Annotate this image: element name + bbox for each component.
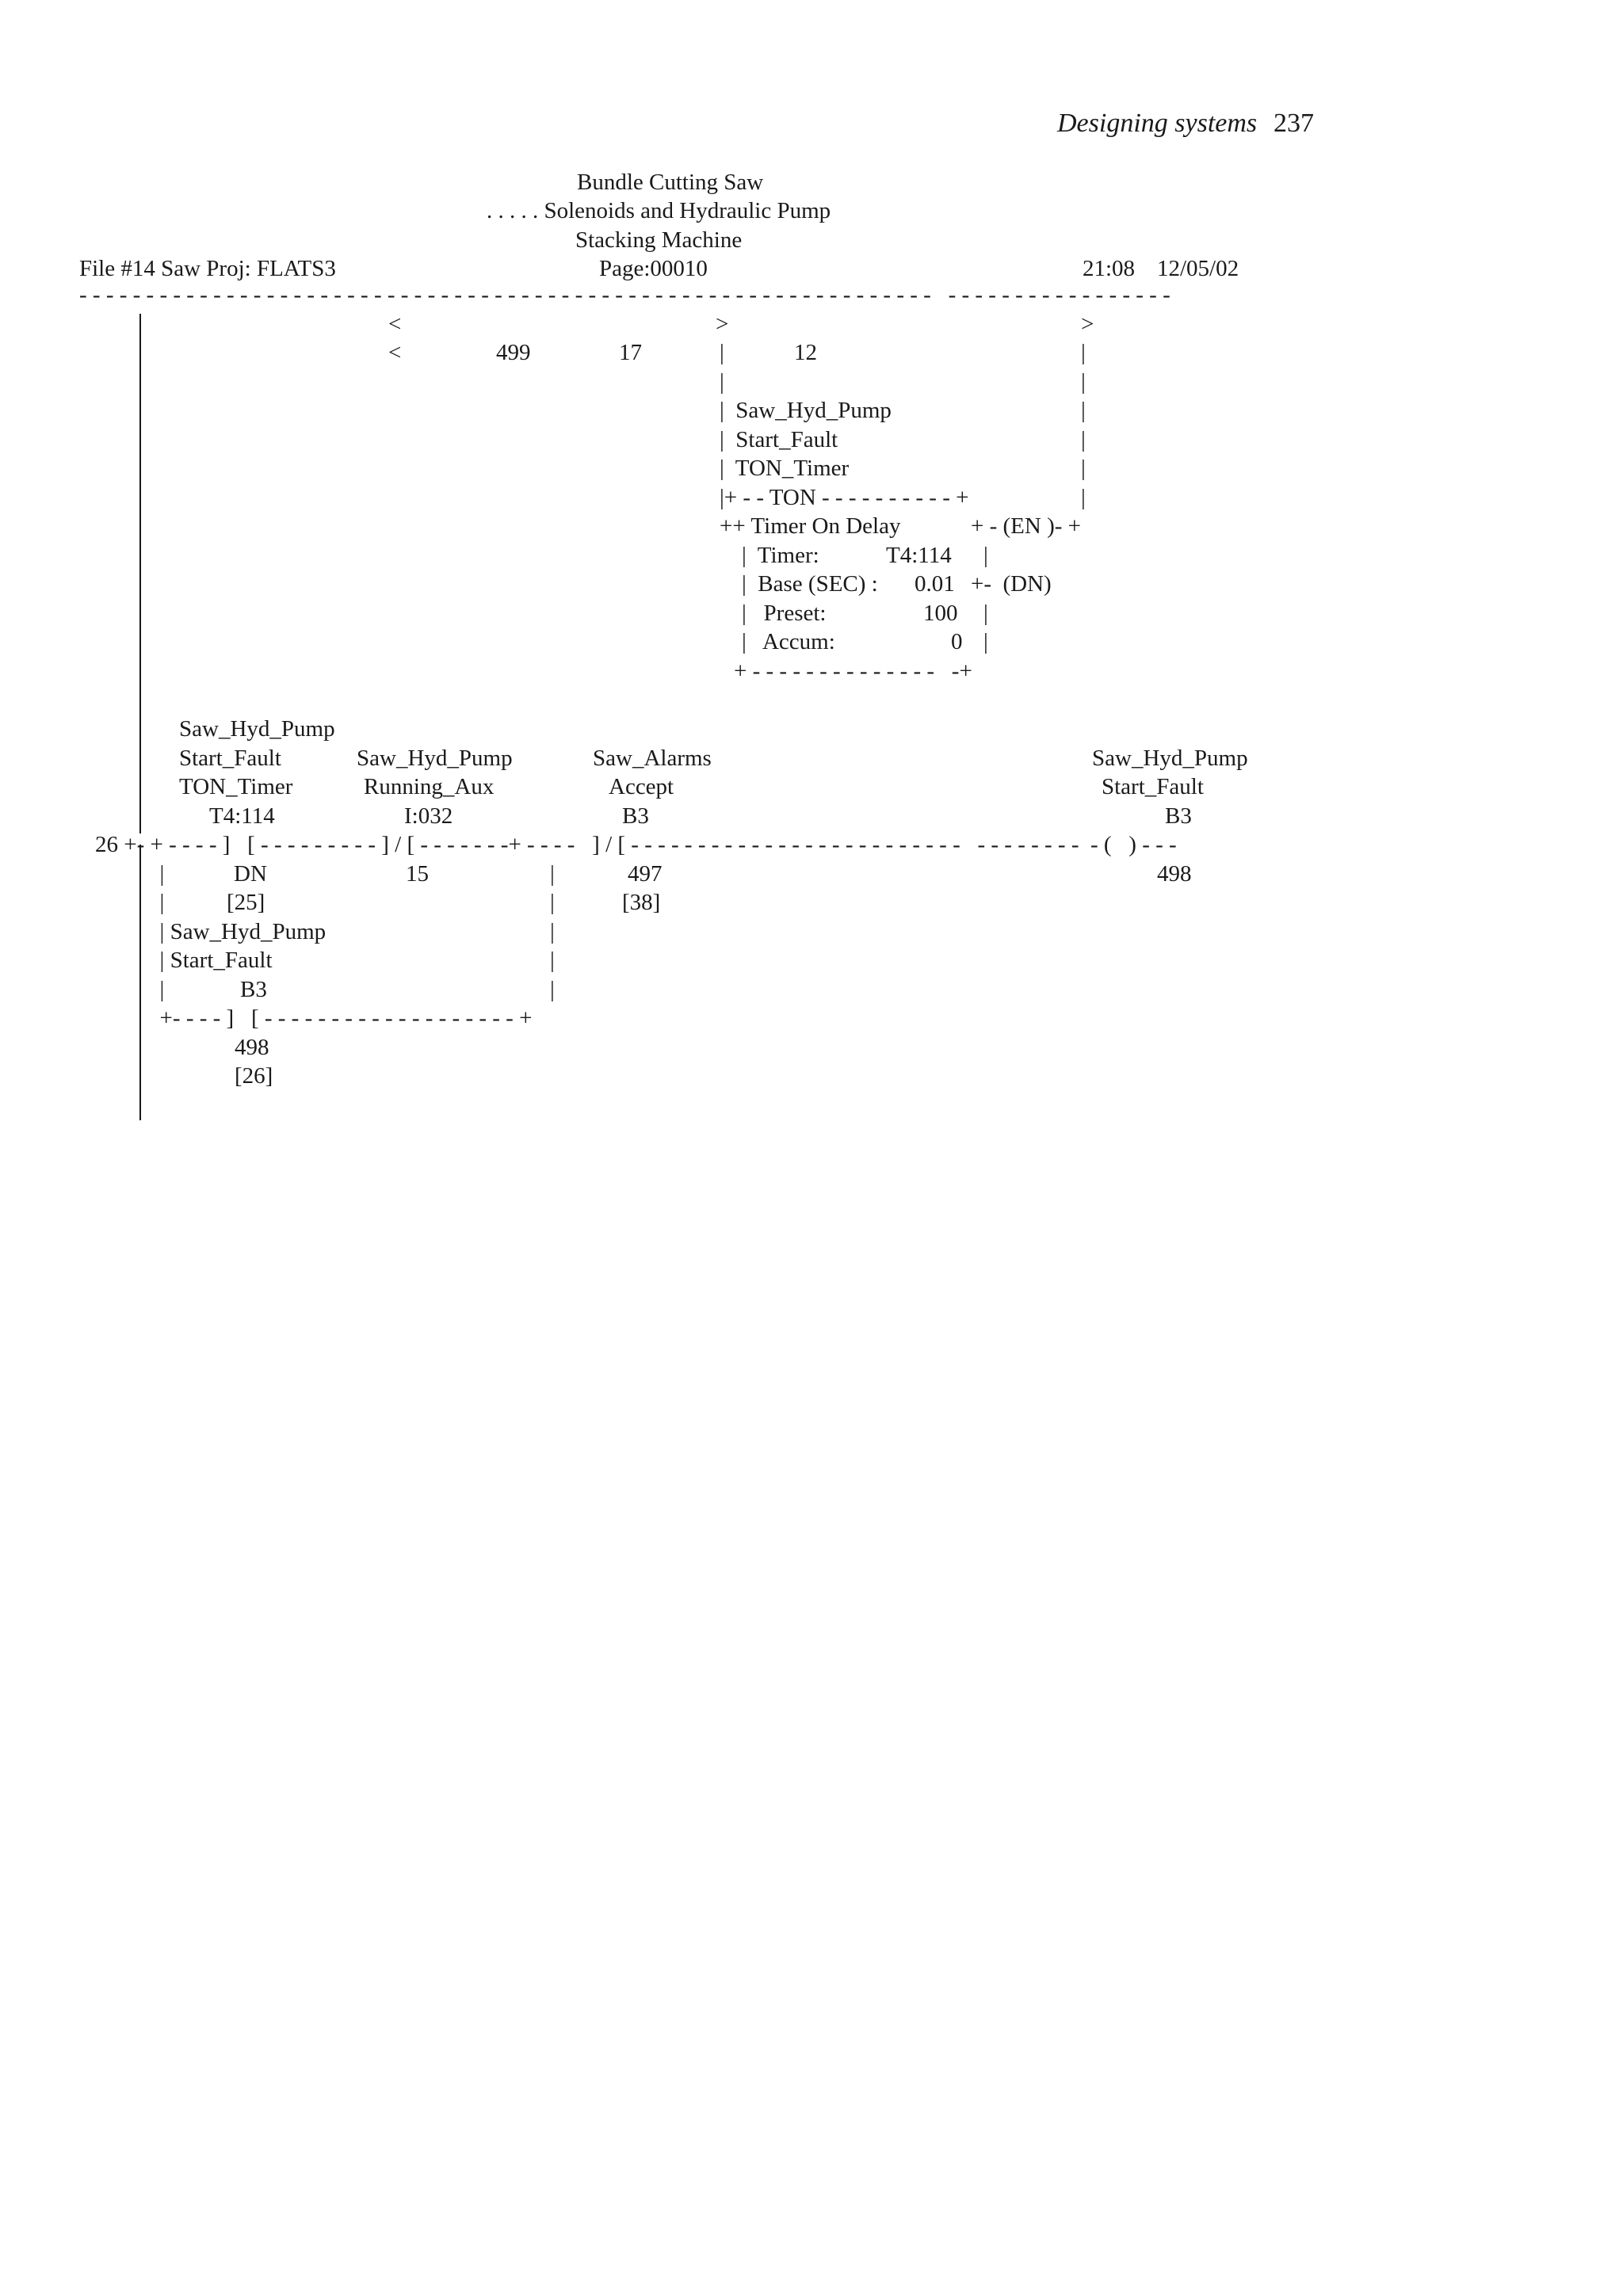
listing-text: | <box>550 977 555 1002</box>
listing-text: | Start_Fault <box>720 427 838 452</box>
title-line-1: Bundle Cutting Saw <box>577 170 764 195</box>
listing-text: | | <box>138 977 165 1002</box>
listing-text: TON_Timer <box>179 774 293 799</box>
running-header-section: Designing systems <box>1057 109 1258 138</box>
listing-text: T4:114 <box>886 543 952 568</box>
listing-text: | Accum: <box>742 629 835 654</box>
listing-text: | <box>983 629 988 654</box>
listing-text: 100 <box>923 601 958 626</box>
listing-text: B3 <box>1165 803 1192 829</box>
listing-text: Saw_Hyd_Pump <box>357 746 513 771</box>
listing-text: | Preset: <box>742 601 827 626</box>
listing-text: | <box>720 340 724 365</box>
listing-text: | <box>1081 398 1086 423</box>
listing-text: 26 +- + - - - - ] [ - - - - - - - - - ] / [ - - - - - - -+ - - - - ] / [ - - - - - - - - - - - - - - - - - - - - - - - - - - - - - - - - - - ( ) - - - <box>95 832 1177 857</box>
listing-text: Start_Fault <box>1102 774 1204 799</box>
listing-text: I:032 <box>404 803 453 829</box>
title-line-2: . . . . . Solenoids and Hydraulic Pump <box>487 198 831 223</box>
listing-text: | Base (SEC) : <box>742 571 878 597</box>
listing-text: Accept <box>609 774 674 799</box>
listing-text: | Timer: <box>742 543 819 568</box>
listing-text: | | <box>138 861 165 887</box>
listing-text: > <box>1081 311 1094 337</box>
listing-text: | <box>550 948 555 973</box>
time-info: 21:08 <box>1083 256 1136 281</box>
date-info: 12/05/02 <box>1157 256 1239 281</box>
listing-text: | <box>1081 485 1086 510</box>
listing-text: > <box>716 311 729 337</box>
listing-text: | +- - - - ] [ - - - - - - - - - - - - - - - - - - - + <box>138 1005 533 1031</box>
listing-text: [25] <box>227 890 265 915</box>
listing-text: [26] <box>235 1063 273 1089</box>
listing-text: < <box>388 340 402 365</box>
listing-text: DN <box>234 861 267 887</box>
listing-text: Running_Aux <box>364 774 495 799</box>
listing-text: | <box>550 890 555 915</box>
listing-text: 12 <box>794 340 817 365</box>
listing-text: B3 <box>622 803 649 829</box>
listing-text: 0.01 <box>915 571 955 597</box>
listing-text: 498 <box>1157 861 1192 887</box>
listing-text: Start_Fault <box>179 746 281 771</box>
listing-text: | <box>550 919 555 944</box>
listing-text: | <box>1081 427 1086 452</box>
listing-text: | <box>983 601 988 626</box>
listing-text: | <box>1081 340 1086 365</box>
listing-text: 499 <box>496 340 531 365</box>
listing-text: < <box>388 311 402 337</box>
listing-text: 0 <box>951 629 963 654</box>
listing-text: + - - - - - - - - - - - - - - -+ <box>734 658 972 684</box>
listing-text: | <box>720 369 724 395</box>
listing-text: Saw_Hyd_Pump <box>1092 746 1248 771</box>
listing-text: | Saw_Hyd_Pump <box>720 398 892 423</box>
listing-text: 17 <box>619 340 642 365</box>
title-line-3: Stacking Machine <box>575 227 743 253</box>
listing-text: B3 <box>240 977 267 1002</box>
listing-text: | | Saw_Hyd_Pump <box>138 919 327 944</box>
running-header-page-number: 237 <box>1274 109 1314 138</box>
listing-text: | <box>983 543 988 568</box>
listing-text: Saw_Alarms <box>593 746 712 771</box>
listing-text: | | <box>138 890 165 915</box>
listing-text: |+ - - TON - - - - - - - - - - + <box>720 485 969 510</box>
listing-text: T4:114 <box>209 803 275 829</box>
listing-text: | <box>1081 369 1086 395</box>
listing-text: + - (EN )- + <box>971 513 1081 539</box>
listing-text: 15 <box>406 861 429 887</box>
listing-text: 497 <box>628 861 663 887</box>
listing-text: 498 <box>235 1035 269 1060</box>
listing-text: [38] <box>622 890 661 915</box>
file-info: File #14 Saw Proj: FLATS3 <box>79 256 336 281</box>
page-info: Page:00010 <box>599 256 708 281</box>
listing-text: Saw_Hyd_Pump <box>179 716 335 742</box>
listing-text: | | Start_Fault <box>138 948 273 973</box>
listing-text: ++ Timer On Delay <box>720 513 901 539</box>
separator-line: - - - - - - - - - - - - - - - - - - - - - - - - - - - - - - - - - - - - - - - - - - - - - - - - - - - - - - - - - - - - - - - - - - - - - - - - - - - - - - - - - <box>79 282 1170 307</box>
listing-text: | <box>550 861 555 887</box>
listing-text: | TON_Timer <box>720 456 850 481</box>
listing-text: +- (DN) <box>971 571 1052 597</box>
listing-text: | <box>1081 456 1086 481</box>
